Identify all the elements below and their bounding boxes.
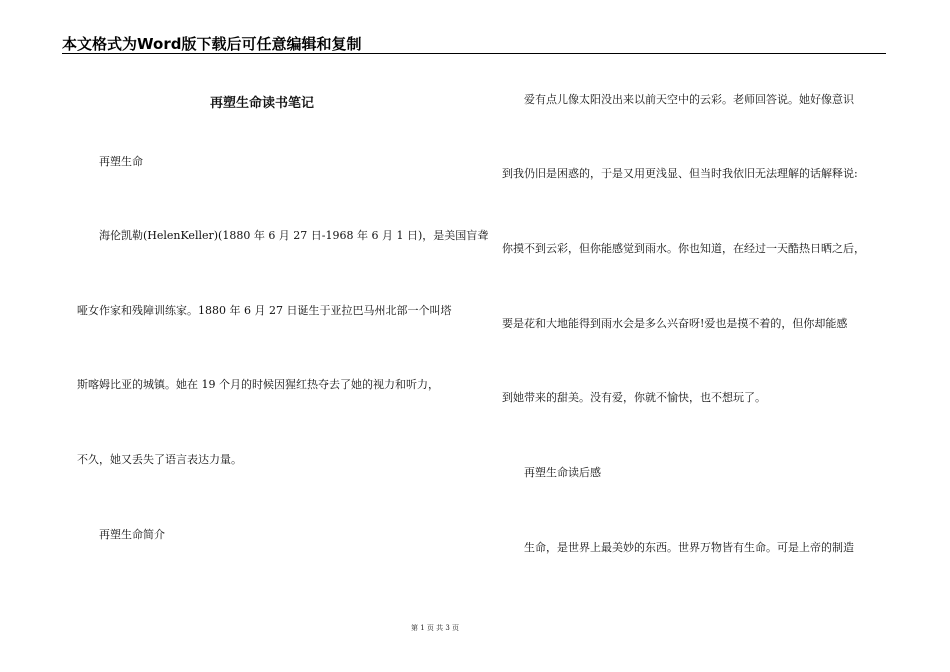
left-paragraph-3: 哑女作家和残障训练家。1880 年 6 月 27 日诞生于亚拉巴马州北部一个叫塔 xyxy=(77,304,452,317)
right-paragraph-5: 到她带来的甜美。没有爱，你就不愉快，也不想玩了。 xyxy=(502,391,766,404)
right-paragraph-7: 生命，是世界上最美妙的东西。世界万物皆有生命。可是上帝的制造 xyxy=(524,541,854,554)
right-paragraph-6: 再塑生命读后感 xyxy=(524,466,601,479)
left-paragraph-5: 不久，她又丢失了语言表达力量。 xyxy=(77,453,242,466)
right-paragraph-4: 要是花和大地能得到雨水会是多么兴奋呀!爱也是摸不着的，但你却能感 xyxy=(502,317,848,330)
left-paragraph-6: 再塑生命简介 xyxy=(99,528,165,541)
left-paragraph-4: 斯喀姆比亚的城镇。她在 19 个月的时候因猩红热夺去了她的视力和听力， xyxy=(77,378,439,391)
right-paragraph-2: 到我仍旧是困惑的，于是又用更浅显、但当时我依旧无法理解的话解释说: xyxy=(502,167,858,180)
left-paragraph-1: 再塑生命 xyxy=(99,155,143,168)
document-header-banner: 本文格式为Word版下载后可任意编辑和复制 xyxy=(62,35,362,53)
right-paragraph-3: 你摸不到云彩，但你能感觉到雨水。你也知道，在经过一天酷热日晒之后， xyxy=(502,242,865,255)
page-number-footer: 第 1 页 共 3 页 xyxy=(410,624,460,632)
right-paragraph-1: 爱有点儿像太阳没出来以前天空中的云彩。老师回答说。她好像意识 xyxy=(524,93,854,106)
left-paragraph-2: 海伦凯勒(HelenKeller)(1880 年 6 月 27 日-1968 年 6 月 1 日)，是美国盲聋 xyxy=(99,229,489,242)
document-title: 再塑生命读书笔记 xyxy=(209,96,314,111)
header-divider xyxy=(62,53,886,54)
